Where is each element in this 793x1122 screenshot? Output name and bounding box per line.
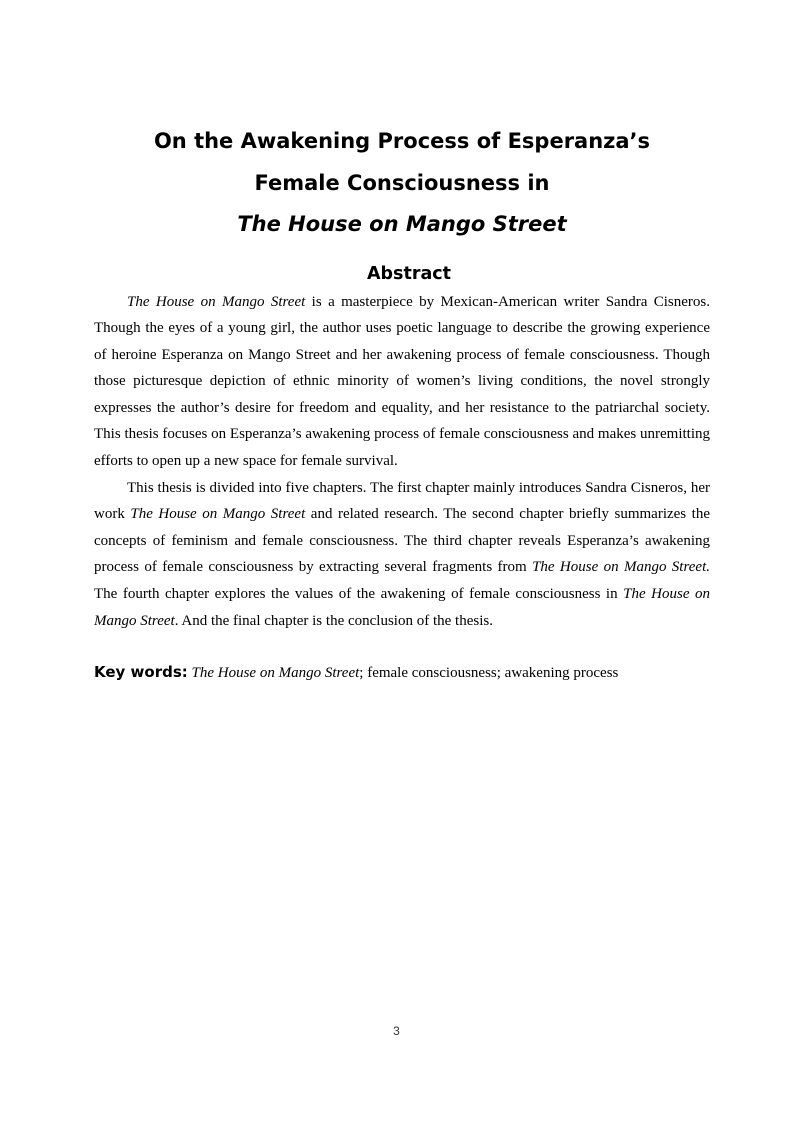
keyword-book-title: The House on Mango Street	[191, 665, 360, 682]
title-line-3: The House on Mango Street	[237, 212, 567, 236]
book-title-ref: The House on Mango Street	[130, 506, 306, 523]
keywords-rest: ; female consciousness; awakening process	[359, 665, 619, 682]
paragraph-text: is a masterpiece by Mexican-American writer Sandra Cisneros. Though the eyes of a young girl, the author uses poetic language to describe the growing experience of heroine Esperanza on Mango Street and her awakening process of female consciousness. Though those picturesque depiction of ethnic minority of women’s living conditions, the novel strongly expresses the author’s desire for freedom and equality, and her resistance to the patriarchal society. This thesis focuses on Esperanza’s awakening process of female consciousness and makes unremitting efforts to open up a new space for female survival.	[94, 293, 710, 470]
paragraph-text: The fourth chapter explores the values of the awakening of female consciousness in	[94, 586, 624, 603]
abstract-paragraph-1	[94, 289, 710, 475]
page-number: 3	[393, 1024, 400, 1038]
abstract-heading: Abstract	[366, 263, 452, 284]
paragraph-text: . And the final chapter is the conclusion of the thesis.	[174, 612, 493, 629]
book-title-ref: The House on Mango Street	[94, 586, 710, 629]
abstract-paragraph-2	[94, 475, 710, 635]
paragraph-text: and related research. The second chapter briefly summarizes the concepts of feminism and female consciousness. The third chapter reveals Esperanza’s awakening process of female consciousness by extracting several fragments from	[94, 506, 710, 576]
thesis-title	[94, 0, 710, 248]
book-title-ref: The House on Mango Street.	[532, 559, 710, 576]
keywords-label: Key words:	[94, 663, 188, 682]
title-line-1: On the Awakening Process of Esperanza’s	[153, 129, 651, 153]
title-line-2: Female Consciousness in	[254, 170, 550, 195]
paragraph-text: This thesis is divided into five chapters. The first chapter mainly introduces Sandra Cisneros, her work	[94, 479, 710, 523]
keywords-line	[94, 660, 710, 685]
book-title-ref: The House on Mango Street	[127, 293, 306, 310]
